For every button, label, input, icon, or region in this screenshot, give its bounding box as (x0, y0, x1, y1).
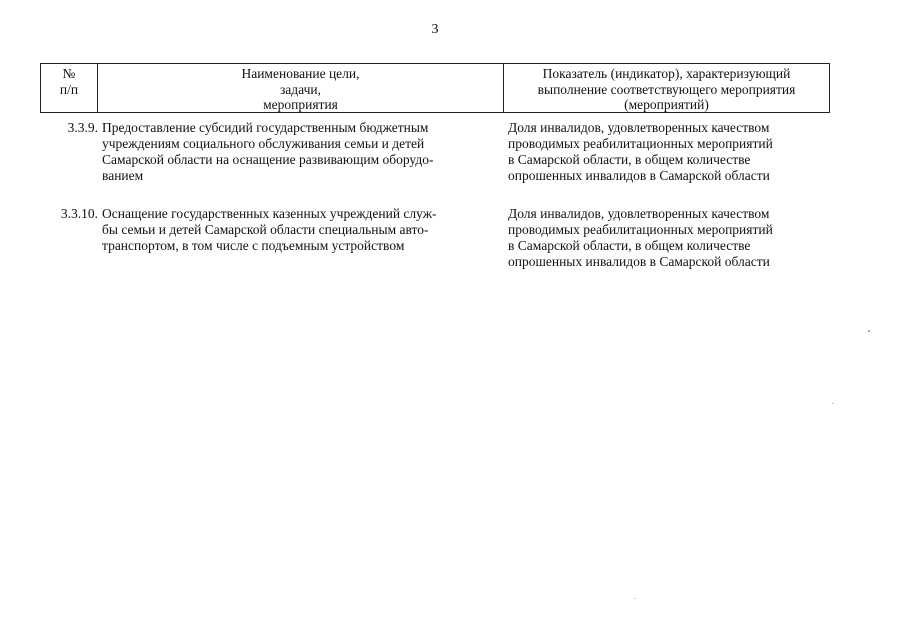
scan-speck (634, 598, 635, 599)
scan-speck (832, 403, 833, 404)
scan-speck (868, 330, 870, 332)
header-indicator-label: Показатель (индикатор), характеризующий выполнение соответствующего мероприятия (мероприятий) (537, 66, 796, 112)
row-activity-name: Предоставление субсидий государственным бюджетным учреждениям социального обслуживания семьи и детей Самарской области на оснащение развивающим оборудо- ванием (102, 120, 434, 183)
page-number: 3 (431, 22, 439, 37)
header-name-label: Наименование цели, задачи, мероприятия (241, 66, 360, 112)
row-activity-name: Оснащение государственных казенных учреждений служ- бы семьи и детей Самарской области специальным авто- транспортом, в том числе с подъемным устройством (102, 206, 437, 253)
row-indicator: Доля инвалидов, удовлетворенных качеством проводимых реабилитационных мероприятий в Самарской области, в общем количестве опрошенных инвалидов в Самарской области (508, 206, 773, 269)
header-cell-indicator (503, 63, 830, 113)
header-cell-name (97, 63, 504, 113)
header-number-label: № п/п (59, 66, 79, 97)
row-indicator: Доля инвалидов, удовлетворенных качеством проводимых реабилитационных мероприятий в Самарской области, в общем количестве опрошенных инвалидов в Самарской области (508, 120, 773, 183)
header-cell-number (40, 63, 98, 113)
row-number: 3.3.10. (60, 206, 98, 221)
row-number: 3.3.9. (67, 120, 98, 135)
